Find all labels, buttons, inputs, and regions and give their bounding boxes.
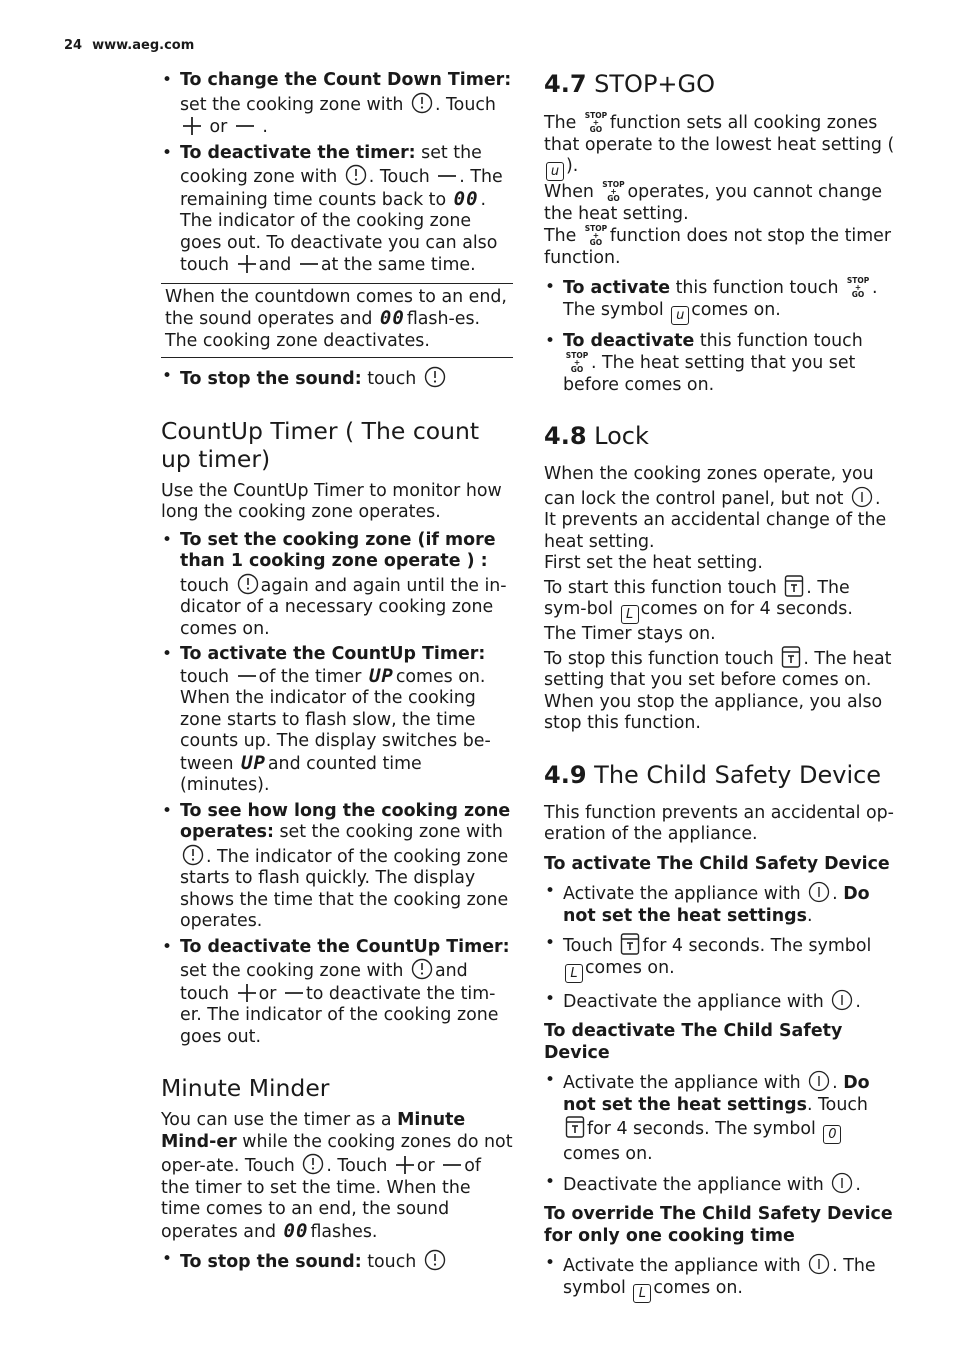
item-text: . The indicator of the cooking zone starts to flash quickly. The display shows the time that the cooking zone operates. (180, 846, 509, 931)
item-text: . The indicator of the cooking zone goes out. To deactivate you can also touch (180, 189, 498, 275)
power-icon (808, 1253, 830, 1275)
stop-label: STOP (584, 224, 608, 233)
timer-icon (424, 1249, 446, 1271)
item-text: this function touch (699, 330, 863, 351)
item-title: To see how long the cooking zone operates: (180, 800, 511, 842)
item-text: . The remaining time counts back to (180, 167, 503, 210)
text: operates, you cannot change the heat setting. (544, 182, 883, 224)
lock-symbol: L (565, 964, 583, 983)
list-item (161, 366, 513, 391)
header-url: www.aeg.com (92, 38, 195, 53)
text: . It prevents an accidental change of the heat setting. (544, 488, 887, 552)
text: The (544, 113, 577, 133)
item-text: Activate the appliance with (563, 884, 801, 904)
timer-icon (411, 958, 433, 980)
list-item (544, 881, 896, 927)
item-text: set the cooking zone with (180, 961, 404, 981)
section-heading-lock (544, 422, 896, 450)
section-title: STOP+GO (594, 70, 716, 98)
stop-go-icon (601, 181, 625, 202)
minus-icon (299, 254, 319, 274)
item-text: and touch (180, 961, 468, 1004)
stopgo-para (544, 181, 896, 225)
text: of the timer to set the time. When the time comes to an end, the sound operates and (161, 1156, 481, 1242)
power-icon (808, 1070, 830, 1092)
text: ). (566, 156, 579, 176)
timer-icon (237, 573, 259, 595)
lock-para (544, 464, 896, 553)
left-column (161, 70, 513, 1274)
stopgo-para (544, 225, 896, 269)
zero-symbol: 0 (823, 1125, 841, 1144)
plus-label: + (573, 358, 581, 367)
item-text: . (806, 905, 813, 926)
item-text: set the cooking zone with (180, 94, 404, 115)
power-icon (808, 881, 830, 903)
item-title: To deactivate (563, 330, 695, 351)
lock-para: First set the heat setting. (544, 553, 763, 573)
item-text: this function touch (675, 278, 839, 298)
text: comes on for 4 seconds. (640, 599, 853, 619)
minute-minder-list (161, 1249, 513, 1274)
list-item (544, 989, 896, 1014)
bold-text: Do not set the heat settings (563, 1073, 870, 1115)
item-text: or (209, 117, 228, 137)
display-up-symbol: UP (368, 664, 394, 687)
timer-list (161, 70, 513, 277)
text: . The sym-bol (544, 577, 850, 619)
display-00-symbol: 00 (379, 307, 405, 329)
subheading: To activate The Child Safety Device (544, 853, 890, 874)
text: while the cooking zones do not oper-ate. Touch (161, 1131, 513, 1176)
item-title: To stop the sound: (180, 1252, 362, 1272)
go-label: GO (570, 365, 584, 374)
lock-para (544, 575, 896, 625)
minus-icon (237, 666, 257, 686)
text: To stop this function touch (544, 648, 774, 669)
item-text: at the same time. (320, 255, 476, 275)
list-item (544, 1070, 896, 1166)
text: flashes. (310, 1221, 378, 1242)
go-label: GO (607, 194, 620, 203)
page-header (64, 38, 194, 53)
item-text: for 4 seconds. The symbol (642, 936, 872, 956)
item-text: Deactivate the appliance with (563, 991, 824, 1012)
minute-minder-text (161, 1110, 513, 1243)
item-text: . (832, 1073, 838, 1093)
section-number: 4.9 (544, 760, 587, 789)
item-text: . Touch (434, 94, 496, 115)
lock-para (544, 646, 896, 692)
plus-icon (395, 1155, 415, 1175)
display-00-symbol: 00 (283, 1219, 309, 1242)
item-text: set the cooking zone with (180, 142, 482, 187)
plus-label: + (610, 187, 617, 196)
item-text: touch (180, 575, 230, 596)
list-item (544, 277, 896, 325)
item-text: comes on. (563, 1144, 653, 1164)
subheading: To override The Child Safety Device for only one cooking time (544, 1204, 893, 1246)
item-title: To deactivate the CountUp Timer: (180, 936, 510, 957)
lock-key-icon (620, 933, 640, 955)
item-title: To change the Count Down Timer: (180, 70, 512, 90)
plus-icon (237, 983, 257, 1003)
timer-icon (345, 164, 367, 186)
lock-symbol: L (621, 605, 639, 624)
item-text: for 4 seconds. The symbol (587, 1119, 816, 1139)
text: When the cooking zones operate, you can lock the control panel, but not (544, 464, 874, 509)
item-text: . The heat setting that you set before comes on. (563, 353, 856, 395)
section-number: 4.8 (544, 422, 587, 450)
timer-icon (411, 92, 433, 114)
plus-icon (182, 116, 202, 136)
stop-label: STOP (846, 276, 870, 285)
list-item (544, 933, 896, 983)
power-icon (831, 989, 853, 1011)
subheading: To deactivate The Child Safety Device (544, 1021, 843, 1063)
list-item (161, 937, 513, 1049)
item-text: touch (180, 666, 230, 687)
child-override-list (544, 1253, 896, 1303)
countup-intro: Use the CountUp Timer to monitor how long the cooking zone operates. (161, 480, 502, 522)
text: function sets all cooking zones that operate to the lowest heat setting ( (544, 113, 895, 155)
minute-minder-heading: Minute Minder (161, 1074, 330, 1102)
stop-label: STOP (602, 180, 625, 189)
lock-key-icon (784, 575, 804, 597)
text: You can use the timer as a (161, 1110, 392, 1130)
item-title: To activate (563, 278, 671, 298)
item-text: . (855, 1174, 861, 1195)
plus-label: + (592, 231, 600, 240)
child-activate-list (544, 881, 896, 1013)
lock-symbol: L (633, 1284, 651, 1303)
item-title: To set the cooking zone (if more than 1 cooking zone operate ) : (180, 529, 496, 571)
stopgo-list (544, 277, 896, 396)
item-text: touch (367, 369, 417, 389)
minus-icon (442, 1155, 462, 1175)
list-item (161, 1249, 513, 1274)
timer-icon (182, 844, 204, 866)
go-label: GO (589, 125, 603, 134)
countup-list (161, 530, 513, 1049)
list-item (544, 1172, 896, 1197)
section-title: The Child Safety Device (594, 760, 882, 789)
list-item (161, 644, 513, 797)
item-text: . Touch (806, 1094, 868, 1115)
stop-label: STOP (584, 111, 608, 120)
item-text: . (262, 117, 268, 137)
minus-icon (437, 166, 457, 186)
lowest-heat-symbol: u (671, 306, 689, 325)
section-heading-stopgo (544, 70, 896, 98)
list-item (544, 1253, 896, 1303)
item-text: comes on. (653, 1277, 743, 1298)
lowest-heat-symbol: u (546, 162, 564, 181)
section-heading-child (544, 761, 896, 789)
note-text: When the countdown comes to an end, the sound operates and (165, 286, 507, 329)
go-label: GO (589, 238, 603, 247)
lock-para: When you stop the appliance, you also stop this function. (544, 691, 883, 733)
text: function does not stop the timer function. (544, 226, 892, 268)
section-title: Lock (594, 422, 649, 450)
plus-label: + (592, 118, 600, 127)
stop-go-icon (584, 112, 608, 133)
item-text: touch (367, 1252, 417, 1272)
stop-go-icon (565, 352, 589, 373)
text: or (416, 1156, 435, 1176)
lock-key-icon (781, 646, 801, 668)
countup-heading: CountUp Timer ( The count up timer) (161, 416, 480, 473)
child-deactivate-list (544, 1070, 896, 1196)
text: . The heat setting that you set before comes on. (544, 648, 892, 690)
timer-icon (424, 366, 446, 388)
item-text: to deactivate the tim-er. The indicator of the cooking zone goes out. (180, 983, 499, 1047)
power-icon (831, 1172, 853, 1194)
right-column (544, 70, 896, 1303)
go-label: GO (851, 290, 865, 299)
item-text: comes on. (691, 299, 781, 320)
bold-text: Minute Mind-er (161, 1110, 466, 1152)
stop-sound-list (161, 366, 513, 391)
minus-icon (284, 983, 304, 1003)
item-text: set the cooking zone with (279, 822, 503, 842)
plus-label: + (854, 283, 862, 292)
text: . Touch (326, 1156, 388, 1176)
item-title: To activate the CountUp Timer: (180, 644, 486, 664)
item-text: and (258, 255, 292, 275)
item-text: . The symbol (563, 1256, 876, 1298)
stop-go-icon (846, 277, 870, 298)
stop-go-icon (584, 225, 608, 246)
list-item (161, 70, 513, 139)
display-00-symbol: 00 (453, 187, 479, 210)
lock-para: The Timer stays on. (544, 624, 716, 644)
lock-key-icon (565, 1116, 585, 1138)
item-text: again and again until the in-dicator of a necessary cooking zone comes on. (180, 575, 507, 639)
text: When (544, 182, 594, 202)
item-text: or (258, 983, 277, 1004)
item-text: . (832, 884, 838, 904)
timer-icon (302, 1153, 324, 1175)
item-text: . The symbol (563, 278, 878, 320)
minus-icon (235, 116, 255, 136)
item-text: Activate the appliance with (563, 1256, 801, 1276)
item-text: . (855, 991, 861, 1012)
item-text: comes on. When the indicator of the cooking zone starts to flash slow, the time counts up. The display switches be-tween (180, 666, 491, 774)
stop-label: STOP (565, 351, 589, 360)
plus-icon (237, 254, 257, 274)
item-text: Touch (563, 936, 613, 956)
item-title: To stop the sound: (180, 369, 362, 389)
item-text: Activate the appliance with (563, 1073, 801, 1093)
child-intro: This function prevents an accidental op-eration of the appliance. (544, 802, 894, 844)
item-text: comes on. (585, 957, 675, 978)
page-number: 24 (64, 38, 83, 53)
note-box (161, 283, 513, 359)
item-title: To deactivate the timer: (180, 142, 416, 163)
list-item (544, 331, 896, 397)
power-icon (851, 486, 873, 508)
section-number: 4.7 (544, 70, 587, 98)
item-text: of the timer (258, 666, 362, 687)
note-text: flash-es. The cooking zone deactivates. (165, 309, 481, 351)
item-text: and counted time (minutes). (180, 753, 422, 795)
list-item (161, 143, 513, 277)
list-item (161, 530, 513, 641)
bold-text: Do not set the heat settings (563, 884, 870, 926)
list-item (161, 801, 513, 933)
item-text: . Touch (368, 167, 430, 187)
stopgo-para (544, 112, 896, 181)
text: To start this function touch (544, 577, 777, 598)
item-text: Deactivate the appliance with (563, 1174, 824, 1195)
text: The (544, 226, 577, 246)
display-up-symbol: UP (241, 751, 266, 774)
